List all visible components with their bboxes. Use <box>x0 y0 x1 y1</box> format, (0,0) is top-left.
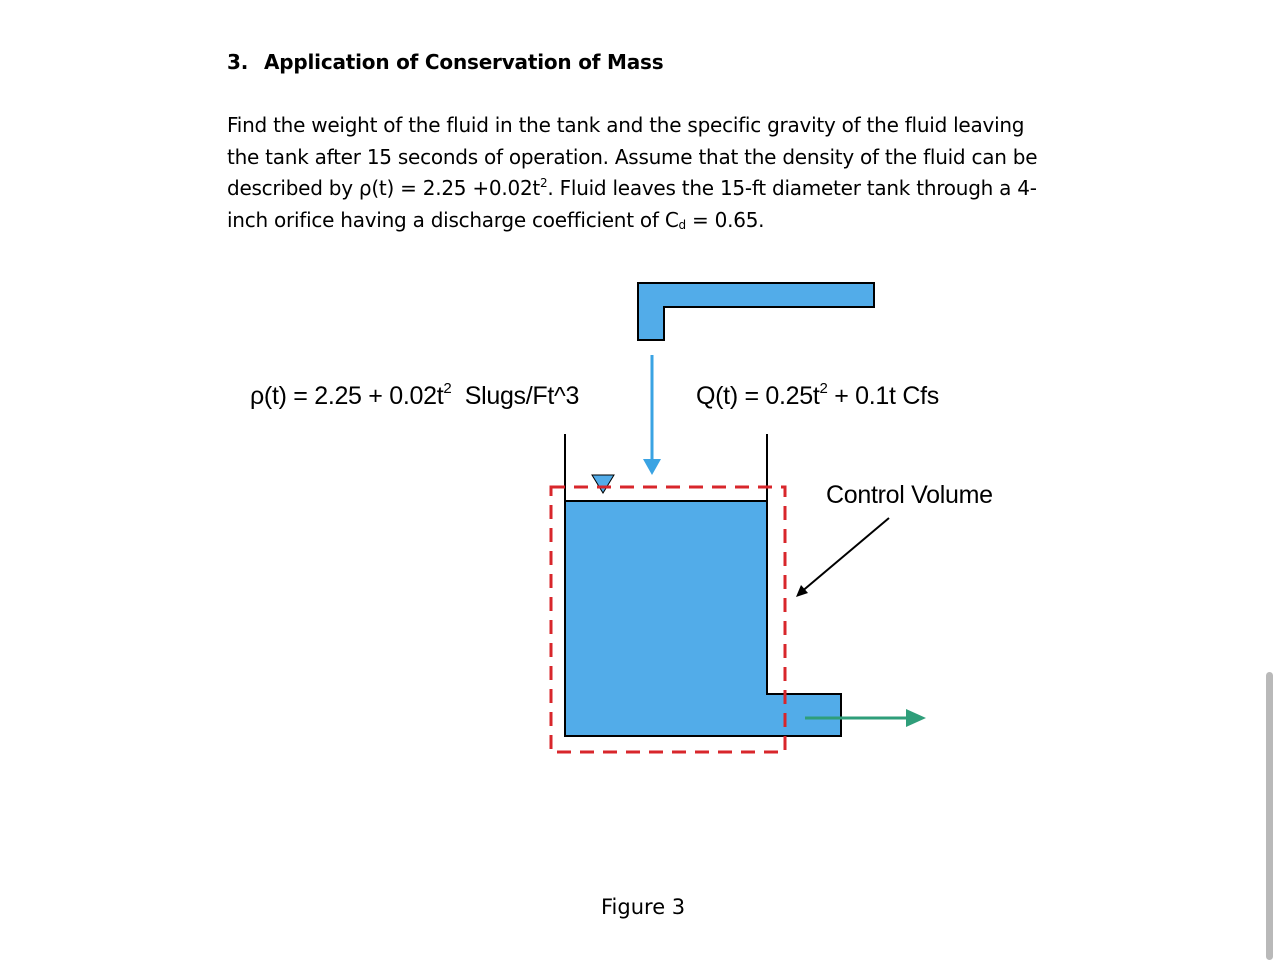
control-volume-label: Control Volume <box>826 481 993 509</box>
control-volume-pointer <box>800 518 889 593</box>
statement-text: Find the weight of the fluid in the tank and the specific gravity of the fluid leaving <box>227 113 1025 137</box>
problem-number: 3. <box>227 50 249 74</box>
statement-text: . Fluid leaves the 15-ft diameter tank through a 4- <box>547 176 1037 200</box>
statement-text: described by ρ(t) = 2.25 +0.02t <box>227 176 541 200</box>
statement-text: inch orifice having a discharge coefficient of C <box>227 207 679 232</box>
statement-text: = 0.65. <box>685 207 765 232</box>
inflow-arrow-head <box>643 459 661 475</box>
flow-rate-label: $Q(t) = 0.25t^2 + 0.1t$ Cfs <box>696 380 939 410</box>
figure-caption: Figure 3 <box>601 895 686 919</box>
density-label: $\rho(t) = 2.25 + 0.02t^2$ Slugs/Ft^3 <box>250 380 580 410</box>
statement-text: the tank after 15 seconds of operation. Assume that the density of the fluid can be <box>227 144 1038 169</box>
statement-text: 2 <box>540 176 548 190</box>
supply-pipe <box>638 283 874 340</box>
statement-text: d <box>678 217 686 232</box>
free-surface-icon <box>592 475 614 493</box>
outflow-arrow-head <box>906 709 926 727</box>
tank-fluid <box>565 501 841 736</box>
problem-title: Application of Conservation of Mass <box>264 50 664 74</box>
vertical-scrollbar[interactable] <box>1266 672 1273 960</box>
